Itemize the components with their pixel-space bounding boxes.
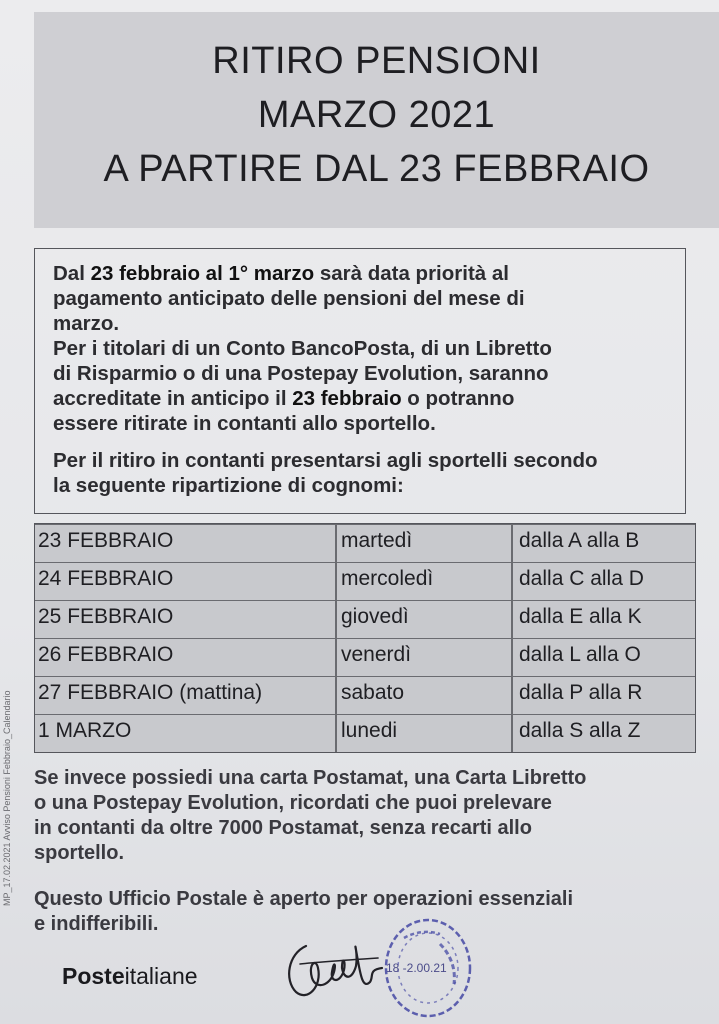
row-weekday: martedì [341,529,413,552]
row-weekday: lunedi [341,719,398,742]
row-date: 25 FEBBRAIO [38,605,174,628]
intro-line-1: Dal 23 febbraio al 1° marzo sarà data priorità al [53,262,509,285]
handwritten-signature [278,920,388,1010]
row-surname-range: dalla E alla K [519,605,642,628]
table-row [35,562,695,598]
intro-line-9: la seguente ripartizione di cognomi: [53,474,404,497]
intro-line-6: accreditate in anticipo il 23 febbraio o potranno [53,387,515,410]
schedule-table [34,523,696,753]
table-row [35,524,695,560]
row-weekday: venerdì [341,643,412,666]
row-date: 1 MARZO [38,719,132,742]
postamat-line-1: Se invece possiedi una carta Postamat, una Carta Libretto [34,767,587,789]
postamat-line-4: sportello. [34,842,125,864]
intro-box [34,248,686,514]
table-row [35,638,695,674]
row-surname-range: dalla L alla O [519,643,641,666]
table-row [35,676,695,712]
row-date: 26 FEBBRAIO [38,643,174,666]
row-date: 24 FEBBRAIO [38,567,174,590]
row-surname-range: dalla A alla B [519,529,640,552]
row-surname-range: dalla S alla Z [519,719,641,742]
intro-line-4: Per i titolari di un Conto BancoPosta, di un Libretto [53,337,552,360]
postal-stamp [380,914,476,1020]
table-row [35,714,695,750]
table-row [35,600,695,636]
notice-header [34,12,719,228]
intro-line-7: essere ritirate in contanti allo sportello. [53,412,436,435]
row-date: 23 FEBBRAIO [38,529,174,552]
header-month: MARZO 2021 [257,94,496,136]
row-surname-range: dalla P alla R [519,681,643,704]
header-start-date: A PARTIRE DAL 23 FEBBRAIO [103,148,650,190]
intro-line-5: di Risparmio o di una Postepay Evolution, saranno [53,362,549,385]
office-line-2: e indifferibili. [34,913,159,935]
postamat-line-2: o una Postepay Evolution, ricordati che puoi prelevare [34,792,552,814]
row-weekday: sabato [341,681,405,704]
row-weekday: giovedì [341,605,409,628]
intro-line-3: marzo. [53,312,120,335]
office-line-1: Questo Ufficio Postale è aperto per operazioni essenziali [34,888,574,910]
header-title: RITIRO PENSIONI [212,40,541,82]
row-weekday: mercoledì [341,567,434,590]
document-code: MP_17.02.2021 Avviso Pensioni Febbraio_Calendario [2,690,12,906]
row-surname-range: dalla C alla D [519,567,644,590]
posteitaliane-logo: Posteitaliane [62,963,198,989]
intro-line-2: pagamento anticipato delle pensioni del mese di [53,287,525,310]
row-date: 27 FEBBRAIO (mattina) [38,681,263,704]
postamat-line-3: in contanti da oltre 7000 Postamat, senza recarti allo [34,817,532,839]
intro-line-8: Per il ritiro in contanti presentarsi agli sportelli secondo [53,449,598,472]
stamp-date: 18 -2.00.21 [386,961,447,975]
